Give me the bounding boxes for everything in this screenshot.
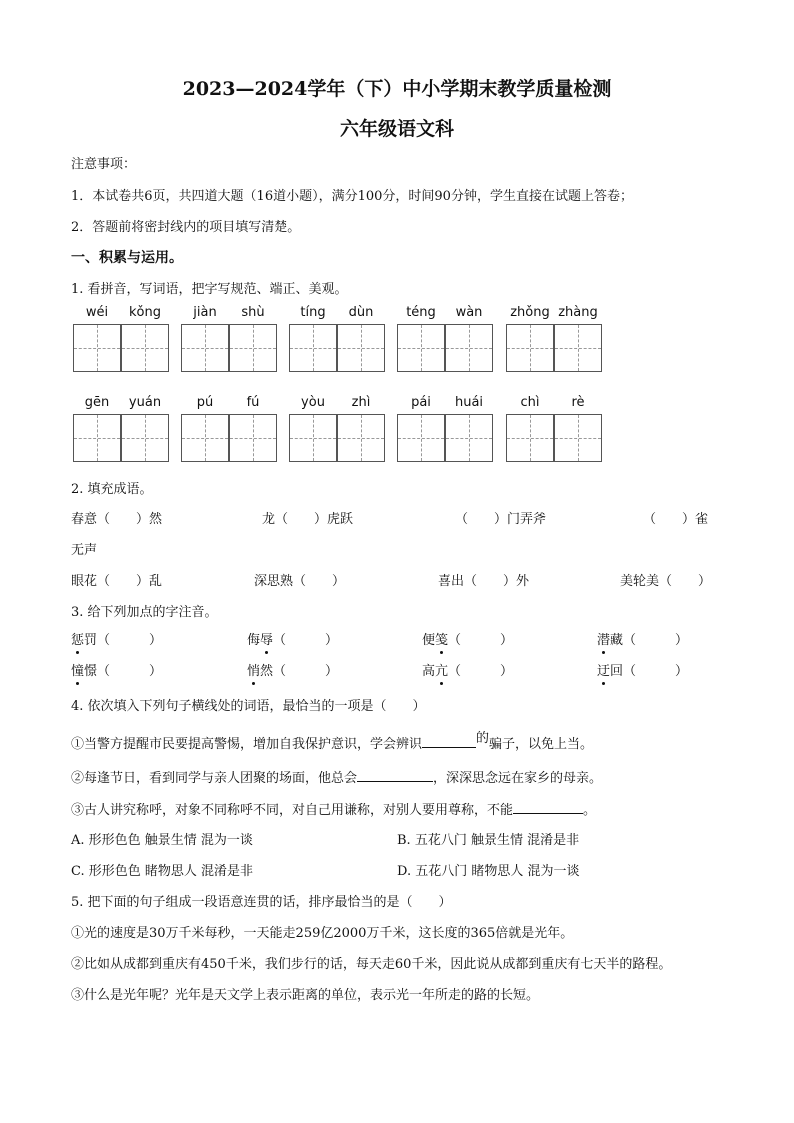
phonetic-item: 便笺 （ ） [422, 629, 513, 648]
pinyin-label: wéi [85, 305, 109, 320]
pinyin-label: chì [520, 395, 540, 410]
phonetic-item: 侮辱 （ ） [247, 629, 338, 648]
idiom-8: 美轮美（ ） [620, 574, 712, 589]
pinyin-label: kǒng [129, 305, 161, 320]
phonetic-item: 高亢 （ ） [422, 660, 513, 679]
q4-sentence-3 [71, 799, 596, 818]
exam-subtitle: 六年级语文科 [339, 118, 454, 140]
q4-s1-text-end: 骗子，以免上当。 [489, 737, 594, 752]
q4-s2-text: ②每逢节日，看到同学与亲人团聚的场面，他总会 [71, 771, 358, 786]
q4-option-b[interactable]: B. 五花八门 触景生情 混淆是非 [397, 833, 580, 848]
writing-box[interactable] [229, 324, 277, 372]
emphasis-dot [440, 682, 443, 685]
pinyin-label: zhǒng [510, 305, 550, 320]
pinyin-label: gēn [84, 395, 110, 410]
q4-option-c[interactable]: C. 形形色色 睹物思人 混淆是非 [71, 864, 254, 879]
emphasis-dot [265, 651, 268, 654]
q4-blank-3[interactable] [513, 800, 583, 814]
writing-box[interactable] [337, 324, 385, 372]
q4-s2-text-end: ，深深思念远在家乡的母亲。 [433, 771, 603, 786]
q4-prompt: 4. 依次填入下列句子横线处的词语，最恰当的一项是（ ） [71, 699, 426, 714]
writing-box[interactable] [554, 414, 602, 462]
q4-s1-de: 的 [476, 731, 490, 746]
writing-box[interactable] [397, 414, 445, 462]
q4-s3-text-end: 。 [583, 803, 597, 818]
pinyin-label: yòu [301, 395, 325, 410]
writing-box[interactable] [554, 324, 602, 372]
writing-box[interactable] [181, 324, 229, 372]
idiom-6: 深思熟（ ） [254, 574, 346, 589]
idiom-7: 喜出（ ）外 [438, 574, 530, 589]
writing-box[interactable] [289, 324, 337, 372]
q4-option-d[interactable]: D. 五花八门 睹物思人 混为一谈 [397, 864, 580, 879]
writing-box[interactable] [289, 414, 337, 462]
section-1-title: 一、积累与运用。 [71, 250, 183, 266]
idiom-4: （ ）雀 [643, 512, 709, 527]
writing-box[interactable] [506, 324, 554, 372]
idiom-3: （ ）门弄斧 [455, 512, 547, 527]
writing-box[interactable] [445, 324, 493, 372]
pinyin-label: zhì [351, 395, 371, 410]
idiom-1: 春意（ ）然 [71, 512, 163, 527]
writing-box[interactable] [506, 414, 554, 462]
pinyin-label: yuán [128, 395, 162, 410]
writing-box[interactable] [121, 414, 169, 462]
q4-sentence-2 [71, 767, 602, 786]
writing-box[interactable] [73, 414, 121, 462]
q3-prompt: 3. 给下列加点的字注音。 [71, 605, 218, 620]
emphasis-dot [252, 682, 255, 685]
emphasis-dot [602, 651, 605, 654]
writing-box[interactable] [181, 414, 229, 462]
pinyin-label: pú [196, 395, 214, 410]
exam-title: 2023—2024学年（下）中小学期末教学质量检测 [182, 78, 612, 100]
pinyin-label: jiàn [193, 305, 217, 320]
q4-s3-text: ③古人讲究称呼，对象不同称呼不同，对自己用谦称，对别人要用尊称，不能 [71, 803, 514, 818]
notice-item-1: 1．本试卷共6页，共四道大题（16道小题），满分100分，时间90分钟，学生直接在试题上答卷； [71, 189, 633, 204]
writing-box[interactable] [337, 414, 385, 462]
q5-sentence-1: ①光的速度是30万千米每秒，一天能走259亿2000万千米，这长度的365倍就是光年。 [71, 926, 574, 941]
writing-box[interactable] [73, 324, 121, 372]
phonetic-item: 惩 罚（ ） [71, 629, 162, 648]
q4-blank-1[interactable] [422, 734, 476, 748]
q2-prompt: 2. 填充成语。 [71, 482, 153, 497]
writing-box[interactable] [397, 324, 445, 372]
writing-box[interactable] [121, 324, 169, 372]
q5-sentence-3: ③什么是光年呢？光年是天文学上表示距离的单位，表示光一年所走的路的长短。 [71, 988, 540, 1003]
emphasis-dot [76, 651, 79, 654]
q4-sentence-1 [71, 733, 593, 752]
pinyin-label: zhàng [558, 305, 598, 320]
notice-item-2: 2．答题前将密封线内的项目填写清楚。 [71, 220, 301, 235]
phonetic-item: 悄 然（ ） [247, 660, 338, 679]
q5-prompt: 5. 把下面的句子组成一段语意连贯的话，排序最恰当的是（ ） [71, 895, 452, 910]
emphasis-dot [440, 651, 443, 654]
emphasis-dot [76, 682, 79, 685]
pinyin-label: fú [246, 395, 260, 410]
pinyin-label: huái [454, 395, 484, 410]
q4-option-a[interactable]: A. 形形色色 触景生情 混为一谈 [71, 833, 253, 848]
pinyin-label: dùn [348, 305, 374, 320]
phonetic-item: 憧 憬（ ） [71, 660, 162, 679]
pinyin-label: pái [411, 395, 431, 410]
pinyin-label: tíng [300, 305, 326, 320]
q5-sentence-2: ②比如从成都到重庆有450千米，我们步行的话，每天走60千米，因此说从成都到重庆有七天半的路程。 [71, 957, 672, 972]
idiom-5: 眼花（ ）乱 [71, 574, 163, 589]
q4-blank-2[interactable] [357, 768, 433, 782]
writing-box[interactable] [229, 414, 277, 462]
idiom-4-cont: 无声 [71, 543, 98, 558]
phonetic-item: 潜 藏（ ） [597, 629, 688, 648]
emphasis-dot [602, 682, 605, 685]
idiom-2: 龙（ ）虎跃 [262, 512, 354, 527]
pinyin-label: shù [241, 305, 265, 320]
pinyin-label: wàn [455, 305, 483, 320]
pinyin-label: rè [571, 395, 585, 410]
notice-heading: 注意事项： [71, 157, 137, 172]
pinyin-label: téng [406, 305, 436, 320]
q4-s1-text: ①当警方提醒市民要提高警惕，增加自我保护意识，学会辨识 [71, 737, 423, 752]
phonetic-item: 迂 回（ ） [597, 660, 688, 679]
q1-prompt: 1. 看拼音，写词语，把字写规范、端正、美观。 [71, 282, 348, 297]
writing-box[interactable] [445, 414, 493, 462]
